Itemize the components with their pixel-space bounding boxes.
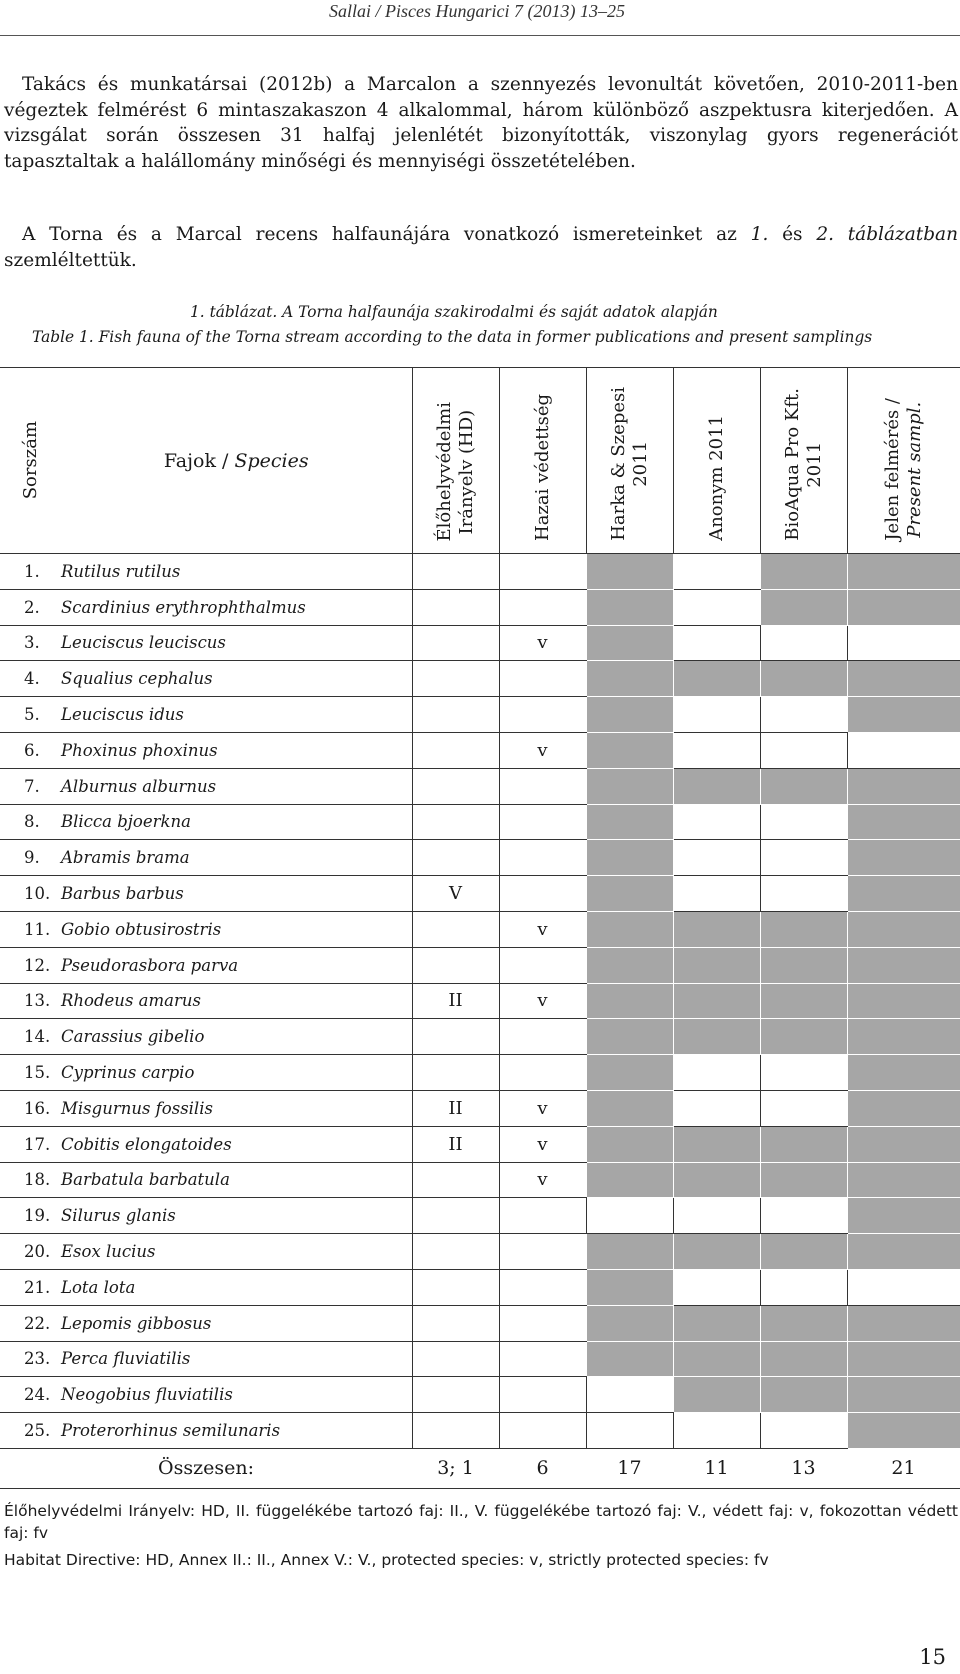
fish-fauna-table: [0, 367, 960, 1489]
species-name: Proterorhinus semilunaris: [61, 1413, 412, 1449]
species-name: Abramis brama: [61, 840, 412, 876]
species-name: Leuciscus idus: [61, 697, 412, 733]
species-name: Squalius cephalus: [61, 661, 412, 697]
species-name: Barbatula barbatula: [61, 1162, 412, 1198]
presence-jelen: [847, 876, 960, 912]
presence-anonym: [673, 804, 760, 840]
row-number: 24.: [0, 1377, 61, 1413]
total-hazai: 6: [499, 1448, 586, 1488]
table-row: [0, 1198, 960, 1234]
species-name: Carassius gibelio: [61, 1019, 412, 1055]
species-name: Lepomis gibbosus: [61, 1305, 412, 1341]
presence-jelen: [847, 1126, 960, 1162]
presence-anonym: [673, 732, 760, 768]
species-name: Cobitis elongatoides: [61, 1126, 412, 1162]
col-hd-line1: Élőhelyvédelmi: [433, 401, 455, 541]
hd-status: [412, 1269, 499, 1305]
hazai-status: [499, 589, 586, 625]
presence-anonym: [673, 947, 760, 983]
table-row: [0, 554, 960, 590]
presence-anonym: [673, 840, 760, 876]
hazai-status: [499, 661, 586, 697]
table-row: [0, 876, 960, 912]
row-number: 2.: [0, 589, 61, 625]
col-hazai-label: Hazai védettség: [531, 394, 553, 541]
species-name: Scardinius erythrophthalmus: [61, 589, 412, 625]
row-number: 9.: [0, 840, 61, 876]
hd-status: [412, 1198, 499, 1234]
presence-harka: [586, 1198, 673, 1234]
col-bioaqua-line2: 2011: [803, 441, 825, 488]
presence-jelen: [847, 804, 960, 840]
presence-bioaqua: [760, 1341, 847, 1377]
presence-jelen: [847, 1198, 960, 1234]
presence-jelen: [847, 840, 960, 876]
presence-bioaqua: [760, 589, 847, 625]
presence-jelen: [847, 1305, 960, 1341]
col-hd: [412, 368, 499, 554]
presence-bioaqua: [760, 554, 847, 590]
paragraph-1: [4, 72, 958, 174]
species-name: Lota lota: [61, 1269, 412, 1305]
presence-anonym: [673, 554, 760, 590]
presence-anonym: [673, 1269, 760, 1305]
hazai-status: [499, 554, 586, 590]
species-name: Blicca bjoerkna: [61, 804, 412, 840]
row-number: 25.: [0, 1413, 61, 1449]
col-hazai: [499, 368, 586, 554]
presence-harka: [586, 768, 673, 804]
table-row: [0, 1126, 960, 1162]
hazai-status: [499, 1305, 586, 1341]
species-name: Rhodeus amarus: [61, 983, 412, 1019]
species-name: Rutilus rutilus: [61, 554, 412, 590]
presence-anonym: [673, 589, 760, 625]
hd-status: [412, 625, 499, 661]
presence-harka: [586, 1019, 673, 1055]
table-row: [0, 697, 960, 733]
presence-anonym: [673, 1090, 760, 1126]
presence-jelen: [847, 1055, 960, 1091]
hd-status: II: [412, 983, 499, 1019]
table-row: [0, 1162, 960, 1198]
presence-bioaqua: [760, 1126, 847, 1162]
table-row: [0, 983, 960, 1019]
presence-harka: [586, 1305, 673, 1341]
species-name: Neogobius fluviatilis: [61, 1377, 412, 1413]
hd-status: [412, 911, 499, 947]
hazai-status: [499, 947, 586, 983]
col-harka-line2: 2011: [629, 441, 651, 488]
hd-status: V: [412, 876, 499, 912]
presence-jelen: [847, 1377, 960, 1413]
presence-harka: [586, 589, 673, 625]
presence-anonym: [673, 876, 760, 912]
footnote-en: Habitat Directive: HD, Annex II.: II., Annex V.: V., protected species: v, strictly protected species: fv: [4, 1551, 769, 1569]
presence-bioaqua: [760, 768, 847, 804]
species-name: Cyprinus carpio: [61, 1055, 412, 1091]
table-body: [0, 554, 960, 1449]
hazai-status: [499, 1019, 586, 1055]
presence-jelen: [847, 983, 960, 1019]
presence-harka: [586, 876, 673, 912]
hazai-status: [499, 876, 586, 912]
table-row: [0, 1055, 960, 1091]
table-row: [0, 1305, 960, 1341]
hd-status: [412, 589, 499, 625]
col-bioaqua: [760, 368, 847, 554]
presence-harka: [586, 947, 673, 983]
col-harka-line1: Harka & Szepesi: [607, 387, 629, 541]
presence-harka: [586, 697, 673, 733]
table-row: [0, 1090, 960, 1126]
presence-jelen: [847, 732, 960, 768]
hd-status: [412, 840, 499, 876]
total-anonym: 11: [673, 1448, 760, 1488]
species-name: Pseudorasbora parva: [61, 947, 412, 983]
total-bioaqua: 13: [760, 1448, 847, 1488]
table-row: [0, 768, 960, 804]
row-number: 5.: [0, 697, 61, 733]
presence-anonym: [673, 697, 760, 733]
hazai-status: v: [499, 1090, 586, 1126]
totals-label: Összesen:: [0, 1448, 412, 1488]
table-row: [0, 1341, 960, 1377]
presence-bioaqua: [760, 804, 847, 840]
hd-status: II: [412, 1126, 499, 1162]
hazai-status: [499, 697, 586, 733]
hd-status: [412, 1305, 499, 1341]
presence-bioaqua: [760, 911, 847, 947]
presence-harka: [586, 1413, 673, 1449]
hd-status: [412, 697, 499, 733]
row-number: 12.: [0, 947, 61, 983]
species-name: Leuciscus leuciscus: [61, 625, 412, 661]
presence-bioaqua: [760, 661, 847, 697]
table-row: [0, 947, 960, 983]
presence-jelen: [847, 1269, 960, 1305]
presence-anonym: [673, 1305, 760, 1341]
hazai-status: [499, 1055, 586, 1091]
table-row: [0, 732, 960, 768]
row-number: 11.: [0, 911, 61, 947]
presence-anonym: [673, 1413, 760, 1449]
hazai-status: [499, 768, 586, 804]
presence-jelen: [847, 1413, 960, 1449]
row-number: 7.: [0, 768, 61, 804]
paragraph-2-before: A Torna és a Marcal recens halfaunájára vonatkozó ismereteinket az: [22, 224, 751, 245]
hazai-status: [499, 804, 586, 840]
presence-harka: [586, 732, 673, 768]
presence-bioaqua: [760, 1019, 847, 1055]
presence-jelen: [847, 1341, 960, 1377]
presence-jelen: [847, 768, 960, 804]
presence-anonym: [673, 983, 760, 1019]
hd-status: [412, 1234, 499, 1270]
col-harka: [586, 368, 673, 554]
col-species-prefix: Fajok /: [163, 449, 235, 472]
presence-jelen: [847, 625, 960, 661]
presence-anonym: [673, 1126, 760, 1162]
presence-bioaqua: [760, 983, 847, 1019]
presence-harka: [586, 1269, 673, 1305]
presence-harka: [586, 1162, 673, 1198]
hazai-status: v: [499, 1162, 586, 1198]
row-number: 13.: [0, 983, 61, 1019]
paragraph-2-ref2: 2. táblázatban: [816, 224, 958, 245]
presence-jelen: [847, 911, 960, 947]
presence-anonym: [673, 768, 760, 804]
species-name: Barbus barbus: [61, 876, 412, 912]
row-number: 16.: [0, 1090, 61, 1126]
presence-harka: [586, 804, 673, 840]
col-sorszam: [0, 368, 61, 554]
presence-bioaqua: [760, 840, 847, 876]
total-jelen: 21: [847, 1448, 960, 1488]
presence-harka: [586, 625, 673, 661]
hazai-status: v: [499, 983, 586, 1019]
presence-anonym: [673, 625, 760, 661]
presence-jelen: [847, 1019, 960, 1055]
presence-anonym: [673, 1377, 760, 1413]
presence-jelen: [847, 1234, 960, 1270]
table-caption-en: Table 1. Fish fauna of the Torna stream according to the data in former publications and present samplings: [32, 328, 873, 346]
paragraph-2-after: szemléltettük.: [4, 249, 137, 271]
presence-harka: [586, 1377, 673, 1413]
hd-status: [412, 768, 499, 804]
row-number: 1.: [0, 554, 61, 590]
hazai-status: [499, 1269, 586, 1305]
presence-jelen: [847, 1162, 960, 1198]
table-row: [0, 1234, 960, 1270]
presence-harka: [586, 1341, 673, 1377]
hd-status: [412, 804, 499, 840]
hazai-status: [499, 1198, 586, 1234]
row-number: 17.: [0, 1126, 61, 1162]
paragraph-2-ref1: 1.: [750, 224, 769, 245]
col-hd-line2: Irányelv (HD): [455, 408, 477, 534]
hd-status: [412, 554, 499, 590]
hd-status: [412, 661, 499, 697]
hd-status: [412, 1019, 499, 1055]
hd-status: [412, 732, 499, 768]
presence-bioaqua: [760, 1162, 847, 1198]
row-number: 10.: [0, 876, 61, 912]
species-name: Esox lucius: [61, 1234, 412, 1270]
row-number: 19.: [0, 1198, 61, 1234]
row-number: 3.: [0, 625, 61, 661]
table-row: [0, 1413, 960, 1449]
table-header-row: [0, 368, 960, 554]
presence-anonym: [673, 1234, 760, 1270]
hazai-status: [499, 1234, 586, 1270]
hd-status: [412, 1341, 499, 1377]
presence-anonym: [673, 1055, 760, 1091]
totals-row: [0, 1448, 960, 1488]
presence-bioaqua: [760, 1055, 847, 1091]
presence-bioaqua: [760, 876, 847, 912]
presence-anonym: [673, 1019, 760, 1055]
hazai-status: v: [499, 732, 586, 768]
hd-status: [412, 1413, 499, 1449]
total-hd: 3; 1: [412, 1448, 499, 1488]
table-row: [0, 911, 960, 947]
presence-bioaqua: [760, 1269, 847, 1305]
table-row: [0, 1019, 960, 1055]
table-row: [0, 1377, 960, 1413]
col-anonym-label: Anonym 2011: [705, 415, 727, 541]
presence-harka: [586, 554, 673, 590]
species-name: Alburnus alburnus: [61, 768, 412, 804]
hazai-status: [499, 1377, 586, 1413]
row-number: 22.: [0, 1305, 61, 1341]
presence-bioaqua: [760, 732, 847, 768]
table-caption-hu: 1. táblázat. A Torna halfaunája szakirodalmi és saját adatok alapján: [190, 303, 718, 321]
species-name: Phoxinus phoxinus: [61, 732, 412, 768]
presence-jelen: [847, 947, 960, 983]
presence-bioaqua: [760, 1305, 847, 1341]
species-name: Gobio obtusirostris: [61, 911, 412, 947]
presence-bioaqua: [760, 1198, 847, 1234]
species-name: Perca fluviatilis: [61, 1341, 412, 1377]
presence-bioaqua: [760, 697, 847, 733]
presence-anonym: [673, 1198, 760, 1234]
species-name: Misgurnus fossilis: [61, 1090, 412, 1126]
hazai-status: v: [499, 625, 586, 661]
running-header: [0, 0, 960, 36]
presence-anonym: [673, 661, 760, 697]
hazai-status: v: [499, 1126, 586, 1162]
row-number: 18.: [0, 1162, 61, 1198]
col-bioaqua-line1: BioAqua Pro Kft.: [781, 388, 803, 541]
hd-status: II: [412, 1090, 499, 1126]
presence-jelen: [847, 589, 960, 625]
presence-bioaqua: [760, 1377, 847, 1413]
presence-harka: [586, 1055, 673, 1091]
presence-bioaqua: [760, 947, 847, 983]
table-row: [0, 661, 960, 697]
row-number: 23.: [0, 1341, 61, 1377]
presence-anonym: [673, 1341, 760, 1377]
table-row: [0, 625, 960, 661]
presence-harka: [586, 1234, 673, 1270]
hazai-status: [499, 1413, 586, 1449]
running-title: Sallai / Pisces Hungarici 7 (2013) 13–25: [329, 1, 625, 21]
row-number: 14.: [0, 1019, 61, 1055]
presence-bioaqua: [760, 1234, 847, 1270]
col-species: [61, 368, 412, 554]
presence-harka: [586, 911, 673, 947]
row-number: 6.: [0, 732, 61, 768]
col-jelen: [847, 368, 960, 554]
presence-harka: [586, 983, 673, 1019]
col-jelen-line1: Jelen felmérés /: [881, 398, 903, 541]
col-sorszam-label: Sorszám: [19, 421, 41, 500]
presence-bioaqua: [760, 1090, 847, 1126]
table-row: [0, 1269, 960, 1305]
presence-jelen: [847, 1090, 960, 1126]
presence-harka: [586, 661, 673, 697]
hd-status: [412, 947, 499, 983]
footnote-hu: Élőhelyvédelmi Irányelv: HD, II. függelékébe tartozó faj: II., V. függelékébe tartozó faj: V., védett faj: v, fokozottan védett faj: fv: [4, 1502, 958, 1542]
paragraph-1-text: Takács és munkatársai (2012b) a Marcalon a szennyezés levonultát követően, 2010-2011-ben végeztek felmérést 6 mintaszakaszon 4 alkalommal, három különböző aszpektusra kiterjedően. A vizsgálat során összesen 31 halfaj jelenlétét bizonyították, viszonylag gyors regenerációt tapasztaltak a haláll​omány minőségi és mennyiségi összetételében.: [4, 74, 958, 172]
total-harka: 17: [586, 1448, 673, 1488]
presence-jelen: [847, 697, 960, 733]
hd-status: [412, 1377, 499, 1413]
presence-harka: [586, 1126, 673, 1162]
row-number: 15.: [0, 1055, 61, 1091]
hazai-status: v: [499, 911, 586, 947]
presence-jelen: [847, 661, 960, 697]
page-number: 15: [919, 1645, 946, 1669]
hd-status: [412, 1055, 499, 1091]
table-row: [0, 804, 960, 840]
row-number: 20.: [0, 1234, 61, 1270]
col-anonym: [673, 368, 760, 554]
paragraph-2: [4, 222, 958, 273]
presence-jelen: [847, 554, 960, 590]
row-number: 4.: [0, 661, 61, 697]
presence-harka: [586, 1090, 673, 1126]
table-row: [0, 589, 960, 625]
presence-anonym: [673, 911, 760, 947]
hazai-status: [499, 840, 586, 876]
col-species-italic: Species: [234, 449, 309, 472]
presence-bioaqua: [760, 625, 847, 661]
table-row: [0, 840, 960, 876]
row-number: 21.: [0, 1269, 61, 1305]
col-jelen-line2: Present sampl.: [903, 401, 925, 538]
row-number: 8.: [0, 804, 61, 840]
presence-anonym: [673, 1162, 760, 1198]
presence-harka: [586, 840, 673, 876]
paragraph-2-mid: és: [768, 224, 817, 245]
species-name: Silurus glanis: [61, 1198, 412, 1234]
hazai-status: [499, 1341, 586, 1377]
hd-status: [412, 1162, 499, 1198]
presence-bioaqua: [760, 1413, 847, 1449]
